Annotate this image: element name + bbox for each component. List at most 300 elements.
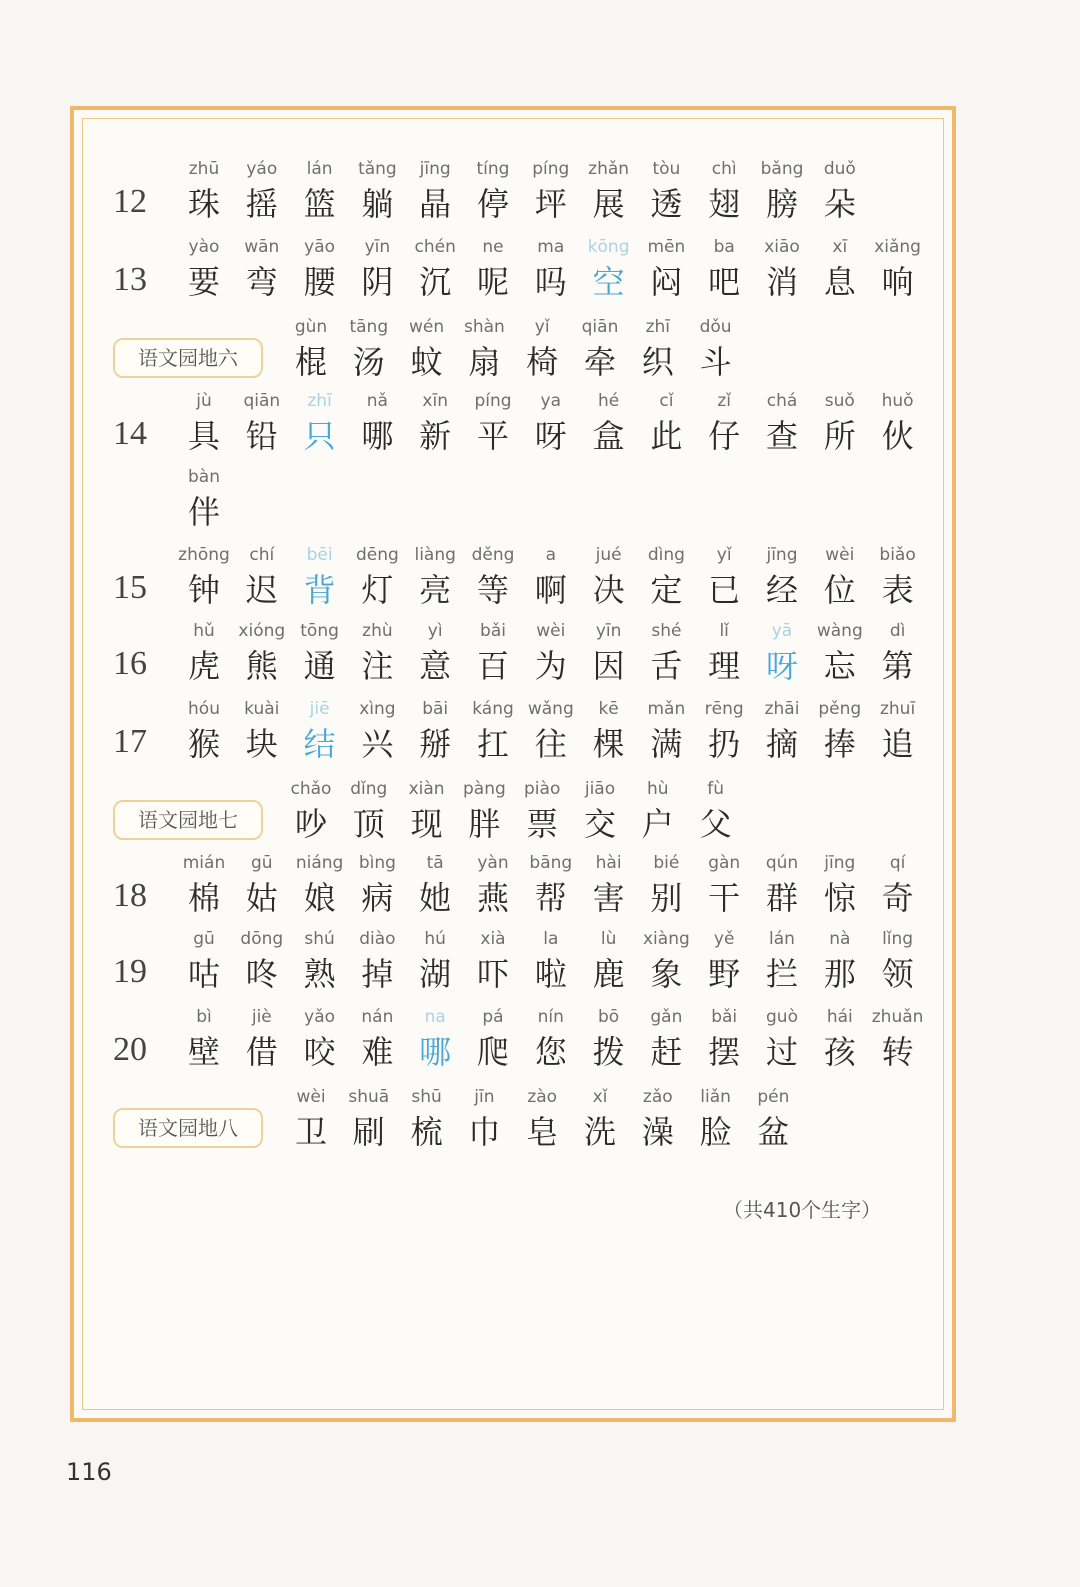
character-cell [345, 927, 409, 999]
pinyin: bǎi [711, 1007, 738, 1027]
hanzi: 难 [361, 1033, 394, 1071]
hanzi: 朵 [823, 185, 856, 223]
pinyin: mēn [647, 237, 686, 257]
pinyin: bēi [306, 545, 333, 565]
hanzi: 膀 [765, 185, 798, 223]
pinyin: zhū [188, 159, 220, 179]
hanzi: 吓 [476, 955, 509, 993]
character-cell [345, 157, 409, 229]
lesson-number: 18 [113, 877, 147, 914]
character-cell [750, 851, 814, 923]
pinyin: chá [766, 391, 798, 411]
character-cell [230, 543, 294, 615]
character-cell [519, 697, 583, 769]
total-character-count: （共410个生字） [723, 1198, 882, 1222]
character-cell [634, 927, 698, 999]
pinyin: jīng [766, 545, 798, 565]
pinyin: mǎn [647, 699, 686, 719]
character-cell-highlighted [750, 619, 814, 691]
hanzi: 经 [765, 571, 798, 609]
pinyin: hóu [188, 699, 220, 719]
pinyin: bì [196, 1007, 212, 1027]
character-cell [692, 927, 756, 999]
pinyin: yě [713, 929, 735, 949]
lesson-number: 14 [113, 415, 147, 452]
pinyin: shé [651, 621, 682, 641]
pinyin: píng [532, 159, 570, 179]
character-cell [337, 1085, 401, 1157]
character-cell [345, 851, 409, 923]
pinyin: nà [829, 929, 851, 949]
pinyin: xìng [359, 699, 396, 719]
hanzi: 蚊 [410, 343, 443, 381]
pinyin: piào [524, 779, 561, 799]
hanzi: 交 [583, 805, 616, 843]
hanzi: 躺 [361, 185, 394, 223]
hanzi: 晶 [419, 185, 452, 223]
character-cell [577, 543, 641, 615]
lesson-number: 12 [113, 183, 147, 220]
pinyin: kuài [244, 699, 280, 719]
pinyin: pàng [463, 779, 506, 799]
character-cell [866, 235, 930, 307]
character-cell [403, 389, 467, 461]
character-cell [230, 157, 294, 229]
character-cell [634, 697, 698, 769]
pinyin: hǔ [193, 621, 215, 641]
pinyin: ba [713, 237, 735, 257]
pinyin: mián [182, 853, 226, 873]
character-cell [750, 157, 814, 229]
hanzi: 赶 [650, 1033, 683, 1071]
hanzi: 猴 [187, 725, 220, 763]
character-cell [461, 235, 525, 307]
hanzi: 汤 [352, 343, 385, 381]
pinyin: hú [424, 929, 446, 949]
hanzi: 息 [823, 263, 856, 301]
hanzi: 棉 [187, 879, 220, 917]
hanzi: 咬 [303, 1033, 336, 1071]
character-cell [403, 697, 467, 769]
character-cell [808, 235, 872, 307]
pinyin: la [543, 929, 559, 949]
hanzi: 娘 [303, 879, 336, 917]
hanzi: 空 [592, 263, 625, 301]
character-cell [403, 235, 467, 307]
character-cell [345, 1005, 409, 1077]
pinyin: dìng [647, 545, 685, 565]
pinyin: huǒ [881, 391, 914, 411]
pinyin: xiàn [408, 779, 445, 799]
hanzi: 摆 [708, 1033, 741, 1071]
pinyin: shū [411, 1087, 442, 1107]
hanzi: 脸 [699, 1113, 732, 1151]
pinyin: dēng [355, 545, 399, 565]
hanzi: 已 [708, 571, 741, 609]
hanzi: 块 [245, 725, 278, 763]
pinyin: bàn [188, 467, 220, 487]
hanzi: 灯 [361, 571, 394, 609]
pinyin: wàng [816, 621, 863, 641]
pinyin: dǒu [699, 317, 732, 337]
character-cell [403, 619, 467, 691]
pinyin: zhǎn [588, 159, 630, 179]
character-cell [808, 157, 872, 229]
hanzi: 满 [650, 725, 683, 763]
character-cell [692, 389, 756, 461]
character-cell [692, 157, 756, 229]
character-cell [568, 1085, 632, 1157]
character-cell [345, 235, 409, 307]
character-cell [684, 777, 748, 849]
character-cell [866, 619, 930, 691]
section-row [83, 315, 943, 387]
character-cell [866, 389, 930, 461]
character-cell [866, 927, 930, 999]
character-cell [577, 157, 641, 229]
pinyin: xiǎng [874, 237, 921, 257]
character-cell [750, 235, 814, 307]
hanzi: 害 [592, 879, 625, 917]
hanzi: 胖 [468, 805, 501, 843]
pinyin: gū [251, 853, 273, 873]
hanzi: 因 [592, 647, 625, 685]
character-cell [750, 697, 814, 769]
character-cell [345, 389, 409, 461]
hanzi: 百 [476, 647, 509, 685]
character-cell [337, 777, 401, 849]
hanzi: 转 [881, 1033, 914, 1071]
character-cell [519, 157, 583, 229]
hanzi: 啊 [534, 571, 567, 609]
lesson-row [83, 1005, 943, 1077]
hanzi: 领 [881, 955, 914, 993]
character-cell [288, 157, 352, 229]
character-cell [519, 543, 583, 615]
character-cell [577, 927, 641, 999]
hanzi: 象 [650, 955, 683, 993]
hanzi: 钟 [187, 571, 220, 609]
character-cell [577, 389, 641, 461]
pinyin: bāi [422, 699, 449, 719]
pinyin: zǎo [642, 1087, 673, 1107]
pinyin: xǐ [592, 1087, 608, 1107]
character-cell [510, 315, 574, 387]
hanzi: 干 [708, 879, 741, 917]
hanzi: 位 [823, 571, 856, 609]
character-cell [519, 619, 583, 691]
pinyin: bǎng [760, 159, 804, 179]
pinyin: jīng [824, 853, 856, 873]
character-cell [577, 619, 641, 691]
lesson-row [83, 927, 943, 999]
pinyin: xià [480, 929, 506, 949]
character-cell [461, 157, 525, 229]
pinyin: qún [765, 853, 799, 873]
hanzi: 刷 [352, 1113, 385, 1151]
pinyin: qiān [243, 391, 281, 411]
character-cell [866, 1005, 930, 1077]
hanzi: 票 [526, 805, 559, 843]
lesson-row [83, 851, 943, 923]
hanzi: 所 [823, 417, 856, 455]
character-cell [577, 1005, 641, 1077]
pinyin: zhuǎn [871, 1007, 924, 1027]
hanzi: 沉 [419, 263, 452, 301]
hanzi: 仔 [708, 417, 741, 455]
hanzi: 皂 [526, 1113, 559, 1151]
character-cell [519, 1005, 583, 1077]
hanzi: 病 [361, 879, 394, 917]
hanzi: 捧 [823, 725, 856, 763]
character-cell [741, 1085, 805, 1157]
character-cell [452, 777, 516, 849]
hanzi: 具 [187, 417, 220, 455]
pinyin: nín [537, 1007, 564, 1027]
character-cell [279, 777, 343, 849]
pinyin: tíng [476, 159, 510, 179]
pinyin: tōng [300, 621, 339, 641]
hanzi: 掉 [361, 955, 394, 993]
character-cell [750, 389, 814, 461]
hanzi: 表 [881, 571, 914, 609]
pinyin: nán [361, 1007, 394, 1027]
lesson-row [83, 157, 943, 229]
pinyin: liǎn [700, 1087, 731, 1107]
character-cell [634, 619, 698, 691]
hanzi: 梳 [410, 1113, 443, 1151]
lesson-row [83, 235, 943, 307]
hanzi: 呢 [476, 263, 509, 301]
section-row [83, 777, 943, 849]
character-cell [684, 1085, 748, 1157]
hanzi: 掰 [419, 725, 452, 763]
hanzi: 斗 [699, 343, 732, 381]
pinyin: bō [597, 1007, 620, 1027]
hanzi: 别 [650, 879, 683, 917]
character-cell [577, 697, 641, 769]
pinyin: yā [771, 621, 793, 641]
pinyin: yǐ [534, 317, 550, 337]
hanzi: 湖 [419, 955, 452, 993]
character-cell [279, 315, 343, 387]
section-badge: 语文园地七 [113, 800, 263, 840]
character-cell-highlighted [288, 543, 352, 615]
pinyin: ne [482, 237, 504, 257]
pinyin: jué [595, 545, 622, 565]
hanzi: 奇 [881, 879, 914, 917]
pinyin: káng [472, 699, 514, 719]
character-cell [461, 543, 525, 615]
character-cell [577, 851, 641, 923]
hanzi: 翅 [708, 185, 741, 223]
hanzi: 平 [476, 417, 509, 455]
pinyin: chǎo [290, 779, 332, 799]
character-cell [634, 1005, 698, 1077]
pinyin: zhuī [879, 699, 916, 719]
pinyin: qí [889, 853, 906, 873]
character-cell [626, 1085, 690, 1157]
pinyin: zhī [645, 317, 670, 337]
character-cell [692, 1005, 756, 1077]
pinyin: děng [471, 545, 515, 565]
pinyin: xiàng [643, 929, 690, 949]
hanzi: 那 [823, 955, 856, 993]
character-cell [230, 851, 294, 923]
content-frame-inner [82, 118, 944, 1410]
character-cell [519, 389, 583, 461]
pinyin: niáng [295, 853, 344, 873]
character-cell [230, 1005, 294, 1077]
pinyin: tǎng [358, 159, 397, 179]
character-cell [395, 315, 459, 387]
pinyin: gùn [294, 317, 328, 337]
hanzi: 牵 [583, 343, 616, 381]
pinyin: píng [474, 391, 512, 411]
character-cell [510, 777, 574, 849]
hanzi: 盆 [757, 1113, 790, 1151]
hanzi: 为 [534, 647, 567, 685]
hanzi: 呀 [765, 647, 798, 685]
pinyin: yì [427, 621, 443, 641]
pinyin: chén [414, 237, 456, 257]
hanzi: 扔 [708, 725, 741, 763]
hanzi: 腰 [303, 263, 336, 301]
hanzi: 等 [476, 571, 509, 609]
pinyin: hài [595, 853, 622, 873]
hanzi: 熟 [303, 955, 336, 993]
hanzi: 您 [534, 1033, 567, 1071]
character-cell [172, 465, 236, 537]
pinyin: rēng [704, 699, 744, 719]
pinyin: yīn [595, 621, 622, 641]
hanzi: 咚 [245, 955, 278, 993]
character-cell [808, 927, 872, 999]
pinyin: bǎi [480, 621, 506, 641]
character-cell [172, 235, 236, 307]
pinyin: pén [757, 1087, 790, 1107]
pinyin: lǐ [719, 621, 729, 641]
pinyin: wén [409, 317, 445, 337]
pinyin: chì [711, 159, 737, 179]
pinyin: xiāo [764, 237, 800, 257]
character-cell [230, 697, 294, 769]
character-cell [395, 777, 459, 849]
hanzi: 现 [410, 805, 443, 843]
hanzi: 查 [765, 417, 798, 455]
character-cell [345, 697, 409, 769]
pinyin: nǎ [366, 391, 388, 411]
pinyin: jiē [309, 699, 330, 719]
hanzi: 弯 [245, 263, 278, 301]
character-cell [461, 851, 525, 923]
character-cell-highlighted [577, 235, 641, 307]
pinyin: wǎng [527, 699, 574, 719]
hanzi: 惊 [823, 879, 856, 917]
character-cell [403, 157, 467, 229]
character-cell [403, 927, 467, 999]
pinyin: zào [527, 1087, 558, 1107]
hanzi: 伙 [881, 417, 914, 455]
lesson-number: 17 [113, 723, 147, 760]
pinyin: zhī [307, 391, 332, 411]
pinyin: na [424, 1007, 446, 1027]
hanzi: 盒 [592, 417, 625, 455]
character-cell [230, 389, 294, 461]
hanzi: 爬 [476, 1033, 509, 1071]
hanzi: 巾 [468, 1113, 501, 1151]
character-cell [692, 543, 756, 615]
hanzi: 扛 [476, 725, 509, 763]
lesson-row [83, 697, 943, 769]
character-cell [172, 389, 236, 461]
pinyin: lán [769, 929, 795, 949]
character-cell [808, 1005, 872, 1077]
hanzi: 熊 [245, 647, 278, 685]
hanzi: 追 [881, 725, 914, 763]
pinyin: xī [832, 237, 848, 257]
hanzi: 过 [765, 1033, 798, 1071]
hanzi: 棵 [592, 725, 625, 763]
character-cell [288, 927, 352, 999]
hanzi: 透 [650, 185, 683, 223]
pinyin: dōng [240, 929, 284, 949]
hanzi: 她 [419, 879, 452, 917]
pinyin: yǎo [304, 1007, 336, 1027]
pinyin: hái [826, 1007, 853, 1027]
pinyin: jiāo [584, 779, 616, 799]
character-cell [808, 389, 872, 461]
pinyin: zhōng [178, 545, 230, 565]
pinyin: duǒ [823, 159, 856, 179]
pinyin: chí [249, 545, 275, 565]
pinyin: shuā [348, 1087, 390, 1107]
hanzi: 阴 [361, 263, 394, 301]
pinyin: kōng [587, 237, 630, 257]
pinyin: wèi [825, 545, 855, 565]
section-badge: 语文园地六 [113, 338, 263, 378]
character-cell [452, 315, 516, 387]
pinyin: jīng [419, 159, 451, 179]
hanzi: 伴 [187, 493, 220, 531]
pinyin: jiè [251, 1007, 272, 1027]
character-cell [461, 619, 525, 691]
character-cell [750, 927, 814, 999]
hanzi: 哪 [361, 417, 394, 455]
lesson-row [83, 389, 943, 461]
character-cell-highlighted [288, 697, 352, 769]
hanzi: 咕 [187, 955, 220, 993]
character-cell [750, 1005, 814, 1077]
hanzi: 鹿 [592, 955, 625, 993]
character-cell [288, 235, 352, 307]
character-cell [230, 927, 294, 999]
hanzi: 忘 [823, 647, 856, 685]
hanzi: 拦 [765, 955, 798, 993]
character-cell [510, 1085, 574, 1157]
hanzi: 只 [303, 417, 336, 455]
pinyin: zǐ [717, 391, 732, 411]
hanzi: 吗 [534, 263, 567, 301]
hanzi: 闷 [650, 263, 683, 301]
pinyin: yīn [364, 237, 391, 257]
pinyin: shú [304, 929, 335, 949]
pinyin: biǎo [879, 545, 916, 565]
hanzi: 啦 [534, 955, 567, 993]
character-cell [230, 619, 294, 691]
hanzi: 意 [419, 647, 452, 685]
hanzi: 理 [708, 647, 741, 685]
